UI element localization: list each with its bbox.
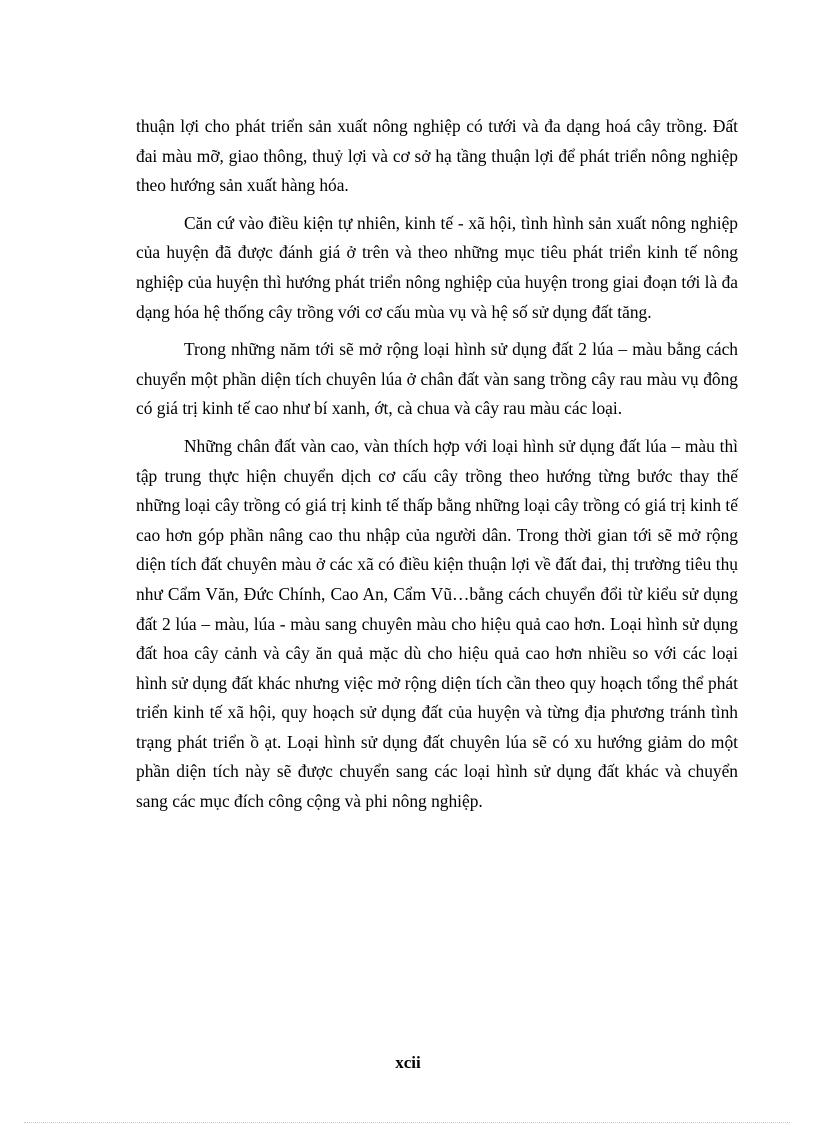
body-text bbox=[136, 112, 738, 825]
page-number: xcii bbox=[395, 1053, 421, 1072]
paragraph: Căn cứ vào điều kiện tự nhiên, kinh tế - xã hội, tình hình sản xuất nông nghiệp của huyện đã được đánh giá ở trên và theo những mục tiêu phát triển kinh tế nông nghiệp của huyện thì hướng phát triển nông nghiệp của huyện trong giai đoạn tới là đa dạng hóa hệ thống cây trồng với cơ cấu mùa vụ và hệ số sử dụng đất tăng. bbox=[136, 212, 738, 322]
paragraph: Trong những năm tới sẽ mở rộng loại hình sử dụng đất 2 lúa – màu bằng cách chuyển một phần diện tích chuyên lúa ở chân đất vàn sang trồng cây rau màu vụ đông có giá trị kinh tế cao như bí xanh, ớt, cà chua và cây rau màu các loại. bbox=[136, 339, 738, 419]
paragraph: Những chân đất vàn cao, vàn thích hợp với loại hình sử dụng đất lúa – màu thì tập trung thực hiện chuyển dịch cơ cấu cây trồng theo hướng từng bước thay thế những loại cây trồng có giá trị kinh tế thấp bằng những loại cây trồng có giá trị kinh tế cao hơn góp phần nâng cao thu nhập của người dân. Trong thời gian tới sẽ mở rộng diện tích đất chuyên màu ở các xã có điều kiện thuận lợi về đất đai, thị trường tiêu thụ như Cẩm Văn, Đức Chính, Cao An, Cẩm Vũ…bằng cách chuyển đổi từ kiểu sử dụng đất 2 lúa – màu, lúa - màu sang chuyên màu cho hiệu quả cao hơn. Loại hình sử dụng đất hoa cây cảnh và cây ăn quả mặc dù cho hiệu quả cao hơn nhiều so với các loại hình sử dụng đất khác nhưng việc mở rộng diện tích cần theo quy hoạch tổng thể phát triển kinh tế xã hội, quy hoạch sử dụng đất của huyện và từng địa phương tránh tình trạng phát triển ồ ạt. Loại hình sử dụng đất chuyên lúa sẽ có xu hướng giảm do một phần diện tích này sẽ được chuyển sang các loại hình sử dụng đất khác và chuyển sang các mục đích công cộng và phi nông nghiệp. bbox=[136, 435, 738, 812]
paragraph-continued: thuận lợi cho phát triển sản xuất nông nghiệp có tưới và đa dạng hoá cây trồng. Đất đai màu mỡ, giao thông, thuỷ lợi và cơ sở hạ tầng thuận lợi để phát triển nông nghiệp theo hướng sản xuất hàng hóa. bbox=[136, 116, 738, 196]
